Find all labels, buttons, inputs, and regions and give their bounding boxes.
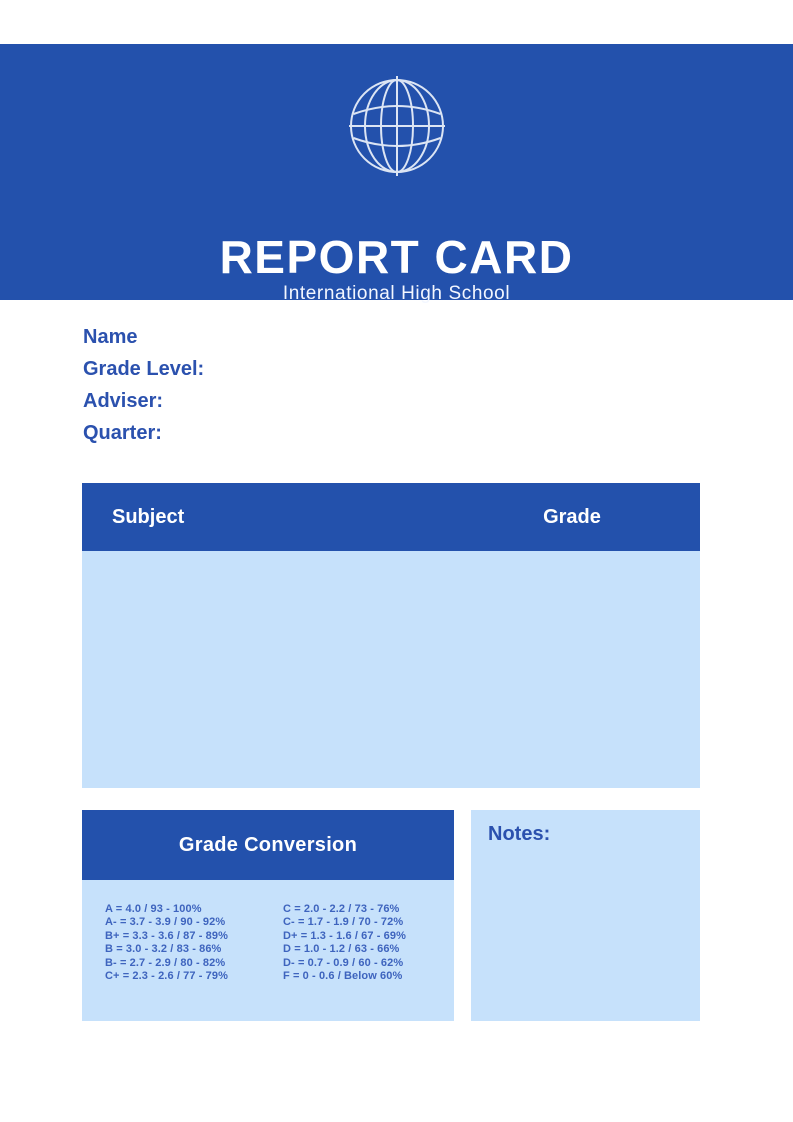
conversion-entry: C- = 1.7 - 1.9 / 70 - 72%: [283, 916, 404, 929]
grades-table: [82, 483, 700, 788]
quarter-field-label[interactable]: Quarter:: [83, 422, 162, 444]
grade-conversion-panel: [82, 810, 454, 1021]
conversion-entry: C+ = 2.3 - 2.6 / 77 - 79%: [105, 970, 228, 983]
conversion-entry: D+ = 1.3 - 1.6 / 67 - 69%: [283, 929, 406, 942]
conversion-entry: C = 2.0 - 2.2 / 73 - 76%: [283, 903, 400, 915]
conversion-left-column: [105, 903, 228, 983]
grade-level-field-label[interactable]: Grade Level:: [83, 358, 205, 380]
grade-conversion-body: [82, 880, 454, 1021]
conversion-entry: A = 4.0 / 93 - 100%: [105, 903, 202, 915]
header-banner: [0, 44, 793, 304]
conversion-entry: B+ = 3.3 - 3.6 / 87 - 89%: [105, 929, 228, 942]
grades-table-body[interactable]: [82, 551, 700, 788]
conversion-entry: D- = 0.7 - 0.9 / 60 - 62%: [283, 956, 404, 969]
conversion-entry: A- = 3.7 - 3.9 / 90 - 92%: [105, 916, 226, 929]
adviser-field-label[interactable]: Adviser:: [83, 390, 164, 412]
subject-column-header: Subject: [112, 506, 185, 528]
conversion-entry: D = 1.0 - 1.2 / 63 - 66%: [283, 943, 400, 956]
conversion-entry: B- = 2.7 - 2.9 / 80 - 82%: [105, 956, 226, 969]
school-name: International High School: [282, 283, 511, 304]
notes-area[interactable]: [471, 810, 700, 1021]
notes-label: Notes:: [488, 823, 551, 845]
student-info-section: [83, 321, 204, 449]
conversion-entry: F = 0 - 0.6 / Below 60%: [283, 970, 403, 983]
grade-column-header: Grade: [543, 506, 601, 528]
grades-table-header: [82, 483, 700, 551]
name-field-label[interactable]: Name: [83, 326, 138, 348]
globe-icon: [349, 76, 445, 176]
conversion-entry: B = 3.0 - 3.2 / 83 - 86%: [105, 943, 222, 956]
conversion-right-column: [283, 903, 406, 983]
page-title: REPORT CARD: [219, 231, 574, 283]
grade-conversion-title: Grade Conversion: [82, 810, 454, 880]
